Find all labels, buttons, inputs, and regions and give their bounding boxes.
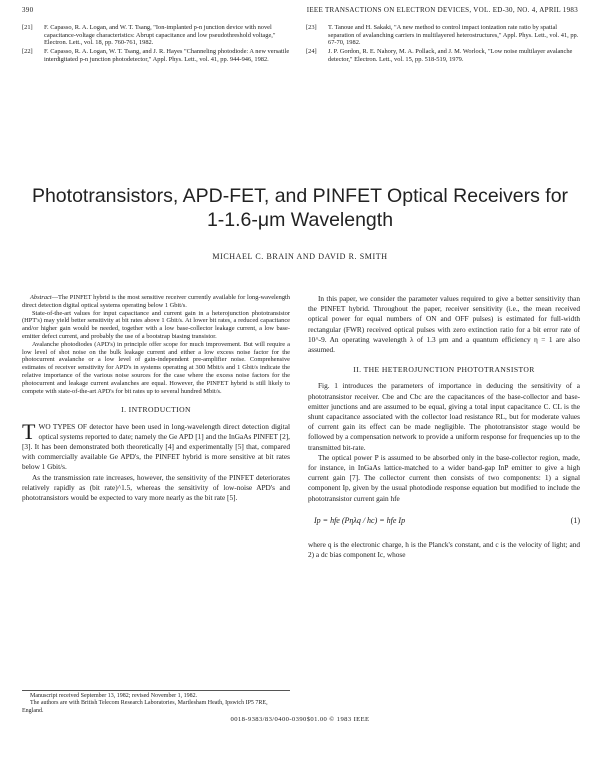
body-paragraph: where q is the electronic charge, h is the Planck's constant, and c is the velocity of light; and 2) a dc bias component Ic, whose xyxy=(308,539,580,560)
paper-title: Phototransistors, APD-FET, and PINFET Optical Receivers for 1-1.6-μm Wavelength xyxy=(31,185,569,231)
reference-text: F. Capasso, R. A. Logan, and W. T. Tsang, "Ion-implanted p-n junction device with novel capacitance-voltage characteristics: Abrupt capacitance and low pseudothreshold voltage," Electron. Lett., vol. 18, pp. 760-761, 1982. xyxy=(44,24,276,47)
body-text: WO TYPES OF detector have been used in long-wavelength direct detection digital optical systems reported to date; namely the Ge APD [1] and the InGaAs PINFET [2], [3]. It has been demonstrated both theoretically [4] and experimentally [5] that, compared with commercially available Ge APD's, the PINFET hybrid is more sensitive at bit rates below 1 Gbit/s. xyxy=(22,421,290,472)
page-number: 390 xyxy=(22,6,34,14)
reference-number: [22] xyxy=(22,48,33,56)
references-left xyxy=(22,24,290,65)
reference-number: [21] xyxy=(22,24,33,31)
equation-1 xyxy=(308,514,580,530)
left-column xyxy=(22,294,290,503)
reference-item xyxy=(22,24,290,47)
reference-text: T. Tanoue and H. Sakaki, "A new method to control impact ionization rate ratio by spatial separation of avalanching carriers in multilayered heterostructures," Appl. Phys. Lett., vol. 41, pp. 67-70, 1982. xyxy=(328,24,579,47)
abstract-text: —The PINFET hybrid is the most sensitive receiver currently available for long-wavelength direct detection digital optical systems operating below 1 Gbit/s. xyxy=(22,294,290,309)
reference-item xyxy=(306,24,580,47)
abstract-paragraph xyxy=(22,294,290,310)
copyright-footer: 0018-9383/83/0400-0390$01.00 © 1983 IEEE xyxy=(230,716,370,723)
equation-expression: Ip = hfe (Pηλq / hc) = hfe Ip xyxy=(314,515,406,525)
journal-header: IEEE TRANSACTIONS ON ELECTRON DEVICES, VOL. ED-30, NO. 4, APRIL 1983 xyxy=(306,6,578,14)
running-header xyxy=(22,6,578,18)
abstract-label: Abstract xyxy=(30,294,52,301)
reference-text: F. Capasso, R. A. Logan, W. T. Tsang, and J. R. Hayes "Channeling photodiode: A new versatile interdigitated p-n junction photodetector," Appl. Phys. Lett., vol. 41, pp. 944-946, 1982. xyxy=(44,48,290,63)
references-right xyxy=(306,24,580,65)
drop-cap: T xyxy=(22,418,36,444)
reference-item xyxy=(22,48,290,63)
abstract xyxy=(22,294,290,395)
body-paragraph xyxy=(22,418,290,473)
body-paragraph: The optical power P is assumed to be absorbed only in the base-collector region, made, for instance, in InGaAs lattice-matched to a wider band-gap InP emitter to give a high current gain [7]. The collector current then consists of two components: 1) a signal component Ip, given by the usual photodiode response equation but modified to include the phototransistor current gain hfe xyxy=(308,452,580,503)
body-paragraph: As the transmission rate increases, however, the sensitivity of the PINFET deteriorates relatively rapidly as (bit rate)^1.5, whereas the sensitivity of low-noise APD's and phototransistors would be expected to vary more nearly as the bit rate [5]. xyxy=(22,472,290,502)
body-paragraph: In this paper, we consider the parameter values required to give a better sensitivity than the PINFET hybrid. Throughout the paper, receiver sensitivity (i.e., the mean received optical power for equal numbers of ON and OFF pulses) is estimated for full-width rectangular (FWR) received optical pulses with zero extinction ratio for a bit error rate of 10^-9. An operating wavelength λ of 1.3 μm and a quantum efficiency η = 1 are also assumed. xyxy=(308,294,580,355)
reference-number: [24] xyxy=(306,48,317,56)
body-paragraph: Fig. 1 introduces the parameters of importance in deducing the sensitivity of a phototransistor receiver. Cbe and Cbc are the capacitances of the base-collector and base-emitter junctions and are assumed to be equal, giving a total input capacitance C. CL is the shunt capacitance associated with the collector load resistance RL, but for moderate values of current gain its effect can be made negligible. The phototransistor stage would be followed by a compensation network to provide a uniform response for frequencies up to the transmitted bit-rate. xyxy=(308,381,580,452)
section-heading-heterojunction: II. THE HETEROJUNCTION PHOTOTRANSISTOR xyxy=(353,365,535,375)
footnote-line: The authors are with British Telecom Research Laboratories, Martlesham Heath, Ipswich IP5 7RE, England. xyxy=(22,700,268,714)
reference-item xyxy=(306,48,580,63)
equation-number: (1) xyxy=(570,515,580,525)
right-column xyxy=(308,294,580,560)
manuscript-footnote xyxy=(22,690,290,715)
paper-authors: MICHAEL C. BRAIN AND DAVID R. SMITH xyxy=(212,252,388,261)
footnote-line: Manuscript received September 13, 1982; revised November 1, 1982. xyxy=(30,693,198,699)
abstract-paragraph: State-of-the-art values for input capacitance and current gain in a heterojunction phototransistor (HPT's) may yield better sensitivity at bit rates above 1 Gbit/s. At lower bit rates, a reduced capacitance and/or higher gain would be needed, together with a low base-collector leakage current, a low base-emitter defect current, and probably the use of a bootstrap biasing transistor. xyxy=(22,309,290,340)
abstract-paragraph: Avalanche photodiodes (APD's) in principle offer scope for much improvement. But will require a low level of shot noise on the bulk leakage current and either a low excess noise factor for the photocurrent avalanche or a low level of gain-independent pre-amplifier noise. Comprehensive estimates of receiver sensitivity for APD's in systems operating at 300 Mbit/s and 1 Gbit/s indicate the relative importance of the various noise sources for the case where the excess noise factors for the photocurrent and leakage current avalanches are equal. However, the PINFET hybrid is still likely to compete with state-of-the-art APD's for bit rates up to several hundred Mbit/s. xyxy=(22,340,290,395)
reference-number: [23] xyxy=(306,24,317,31)
section-heading-introduction: I. INTRODUCTION xyxy=(121,405,191,415)
reference-text: J. P. Gordon, R. E. Nahory, M. A. Pollack, and J. M. Worlock, "Low noise multilayer avalanche detector," Electron. Lett., vol. 15, pp. 518-519, 1979. xyxy=(328,48,573,63)
